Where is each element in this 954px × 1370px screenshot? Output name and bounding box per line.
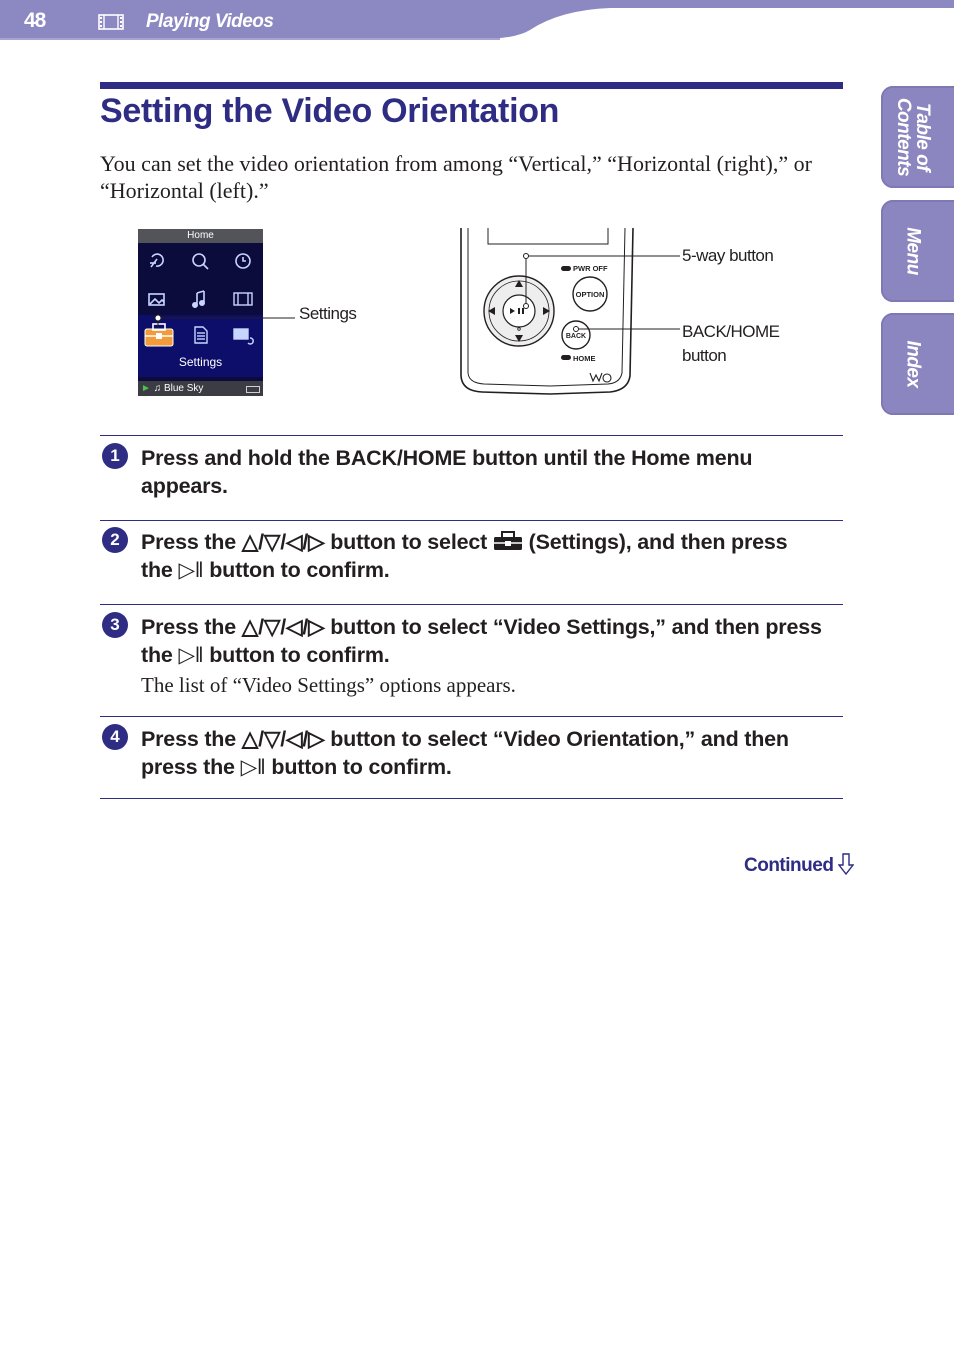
intro-paragraph: You can set the video orientation from among “Vertical,” “Horizontal (right),” or “Horizontal (left).” [100,151,812,203]
step-number: 3 [102,612,128,638]
tab-label-line1: Menu [902,227,924,275]
step-2-line2-pre: the [141,558,179,582]
step-divider [100,435,843,436]
step-number: 2 [102,527,128,553]
back-label: BACK [565,333,587,340]
music-icon [193,291,204,307]
tab-label [904,227,923,275]
now-playing-text: ♫ Blue Sky [153,383,204,394]
tab-label-line2: Contents [893,97,914,177]
section-title: Playing Videos [146,11,274,32]
continued-link[interactable] [744,853,854,877]
clock-icon [236,254,250,268]
step-1-line1: Press and hold the BACK/HOME button until the Home menu [141,446,753,470]
step-number: 1 [102,443,128,469]
film-icon [98,14,124,30]
step-divider [100,604,843,605]
step-divider [100,520,843,521]
step-3-text [141,613,846,669]
step-4-line1: Press the △/▽/◁/▷ button to select “Video Orientation,” and then [141,727,789,751]
play-pause-icon: ▷‖ [240,755,266,779]
continued-label: Continued [744,855,834,876]
device-illustration [460,228,682,398]
step-divider [100,716,843,717]
header-band [0,0,954,42]
steps-end-divider [100,798,843,799]
step-3-line2-pre: the [141,643,179,667]
play-pause-icon: ▷‖ [178,643,204,667]
tab-label [894,98,932,176]
settings-callout-line [150,310,298,330]
step-4-line2-pre: press the [141,755,241,779]
tab-label-line1: Table of [912,102,933,172]
step-2-line1 [141,528,846,556]
play-pause-icon: ▷‖ [178,558,204,582]
step-1-line2: appears. [141,474,228,498]
home-label: HOME [573,354,596,363]
tab-table-of-contents[interactable] [881,86,954,188]
step-3-line2 [141,641,846,669]
step-4-line2 [141,753,846,781]
option-label: OPTION [575,290,605,299]
callout-5-way-button: 5-way button [682,246,774,265]
callout-settings: Settings [299,304,357,323]
step-4-line2-post: button to confirm. [265,755,452,779]
screen-bottombar [138,381,263,396]
screen-topbar: Home [138,229,263,243]
tab-menu[interactable] [881,200,954,302]
step-3-line1: Press the △/▽/◁/▷ button to select “Video Settings,” and then press [141,615,822,639]
tab-label-line1: Index [902,340,924,388]
callout-back-home-line1: BACK/HOME [682,322,780,341]
step-2-post: (Settings), and then press [522,530,788,554]
callout-back-home-line2: button [682,346,727,365]
step-3-note: The list of “Video Settings” options appears. [141,673,516,697]
step-4-text [141,725,846,781]
video-icon [234,293,252,305]
step-2-line2 [141,556,846,584]
toolbox-icon [493,531,523,551]
title-rule [100,82,843,89]
play-indicator-icon: ► [141,383,151,394]
callout-back-home-button [682,320,780,368]
step-1-text [141,444,846,500]
pwr-off-label: PWR OFF [573,264,608,273]
photo-icon [149,294,164,305]
page-number: 48 [24,9,46,32]
tab-index[interactable] [881,313,954,415]
intelligent-shuffle-icon [150,254,163,267]
screen-selected-label: Settings [178,355,223,369]
video-settings-icon [234,329,253,344]
step-number: 4 [102,724,128,750]
battery-icon [246,386,260,393]
step-3-line2-post: button to confirm. [203,643,390,667]
arrow-down-icon [838,853,854,875]
step-2-line2-post: button to confirm. [203,558,390,582]
page-title: Setting the Video Orientation [100,92,560,130]
step-2-pre: Press the △/▽/◁/▷ button to select [141,530,493,554]
tab-label [904,340,923,387]
step-2-text [141,528,846,584]
search-icon [193,254,208,269]
